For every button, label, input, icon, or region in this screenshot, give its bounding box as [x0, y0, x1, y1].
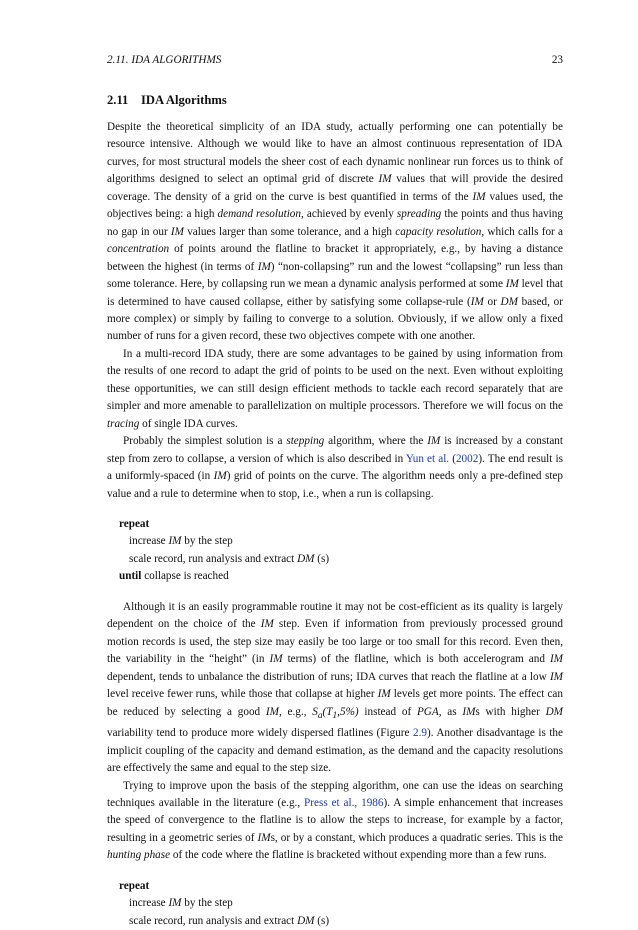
stepping-algorithm: repeat increase IM by the step scale record, run analysis and extract DM (s) until collapse is reached	[119, 517, 330, 583]
paragraph-2: In a multi-record IDA study, there are some advantages to be gained by using information from the results of one record to adapt the grid of points to be used on the next. Even without exploiting these opportunities, we can still design efficient methods to tackle each record separately that are simpler and more amenable to parallelization on multiple processors. Therefore we will focus on the tracing of single IDA curves.	[107, 347, 563, 430]
section-number: 2.11	[107, 93, 129, 107]
citation-link-yun[interactable]: Yun et al.	[405, 452, 450, 465]
paragraph-3: Probably the simplest solution is a stepping algorithm, where the IM is increased by a constant step from zero to collapse, a version of which is also described in Yun et al. (2002). The end result is a uniformly-spaced (in IM) grid of points on the curve. The algorithm needs only a pre-defined step value and a rule to determine when to stop, i.e., when a run is collapsing.	[107, 435, 563, 500]
running-header	[107, 52, 563, 68]
keyword-repeat: repeat	[119, 517, 150, 530]
keyword-until: until	[119, 570, 142, 583]
sa-expression: $S_a(T_1,5\%)$	[312, 705, 359, 721]
page-number: 23	[551, 54, 563, 66]
paragraph-5: Trying to improve upon the basis of the stepping algorithm, one can use the ideas on searching techniques available in the literature (e.g., Press et al., 1986). A simple enhancement that increases the speed of convergence to the flatline is to allow the steps to increase, for example by a factor, resulting in a geometric series of IMs, or by a constant, which produces a quadratic series. This is the hunting phase of the code where the flatline is bracketed without expending more than a few runs.	[107, 779, 563, 862]
hunting-algorithm: repeat increase IM by the step scale record, run analysis and extract DM (s)	[119, 879, 330, 927]
body-text	[107, 119, 563, 930]
section-name: IDA Algorithms	[141, 93, 227, 107]
figure-link[interactable]: 2.9	[412, 727, 427, 740]
citation-year-link[interactable]: 2002	[455, 452, 479, 465]
paragraph-4: Although it is an easily programmable routine it may not be cost-efficient as its quality is largely dependent on the choice of the IM step. Even if information from previously processed ground motion records is used, the step size may easily be too large or too small for this record. Even then, the variability in the “height” (in IM terms) of the flatline, which is both accelerogram and IM dependent, tends to unbalance the distribution of runs; IDA curves that reach the flatline at a low IM level receive fewer runs, while those that collapse at higher IM levels get more points. The effect can be reduced by selecting a good IM, e.g., $S_a(T_1,5\%)$ instead of PGA, as IMs with higher DM variability tend to produce more widely dispersed flatlines (Figure 2.9). Another disadvantage is the implicit coupling of the capacity and demand estimation, as the demand and the capacity resolutions are effectively the same and equal to the step size.	[107, 600, 563, 775]
paragraph-1: Despite the theoretical simplicity of an IDA study, actually performing one can potentially be resource intensive. Although we would like to have an almost continuous representation of IDA curves, for most structural models the sheer cost of each dynamic nonlinear run forces us to think of algorithms designed to select an optimal grid of discrete IM values that will provide the desired coverage. The density of a grid on the curve is best quantified in terms of the IM values used, the objectives being: a high demand resolution, achieved by evenly spreading the points and thus having no gap in our IM values larger than some tolerance, and a high capacity resolution, which calls for a concentration of points around the flatline to bracket it appropriately, e.g., by having a distance between the highest (in terms of IM) “non-collapsing” run and the lowest “collapsing” run less than some tolerance. Here, by collapsing run we mean a dynamic analysis performed at some IM level that is determined to have caused collapse, either by satisfying some collapse-rule (IM or DM based, or more complex) or simply by failing to converge to a solution. Obviously, if we allow only a fixed number of runs for a given record, these two objectives compete with one another.	[107, 121, 564, 343]
chapter-heading: 2.11. IDA ALGORITHMS	[107, 54, 222, 66]
keyword-repeat: repeat	[119, 879, 150, 892]
citation-link-press[interactable]: Press et al., 1986	[304, 797, 384, 809]
section-title	[107, 92, 227, 108]
